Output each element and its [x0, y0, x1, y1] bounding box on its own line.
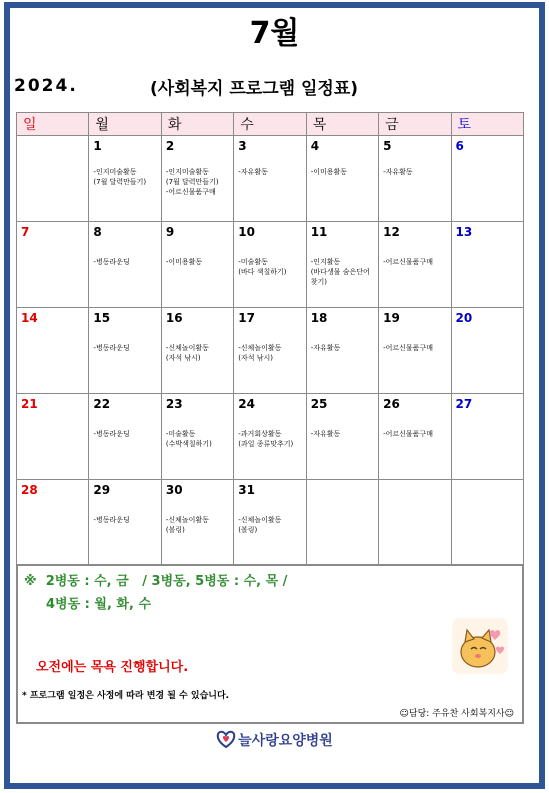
calendar-day-cell [89, 394, 161, 480]
day-number: 14 [21, 311, 38, 325]
day-activity: -신체놀이활동 (자석 낚시) [238, 344, 282, 362]
day-activity: -인지미술활동 (7월 달력만들기) [93, 168, 147, 186]
morning-bath-notice: 오전에는 목욕 진행합니다. [36, 660, 189, 675]
day-number: 18 [310, 311, 328, 325]
day-number: 1 [93, 139, 102, 153]
hospital-name: 늘사랑요양병원 [238, 733, 333, 749]
day-activity: -미술활동 (수박색칠하기) [165, 430, 212, 448]
calendar-day-cell [17, 308, 89, 394]
day-number: 31 [238, 483, 255, 497]
day-activity: -인지미술활동 (7월 달력만들기) -어르신물품구매 [165, 168, 219, 196]
calendar-day-cell [161, 480, 233, 566]
weekday-header-row [17, 113, 524, 136]
ward-schedule-line1: ※ 2병동 : 수, 금 / 3병동, 5병동 : 수, 목 / [24, 574, 288, 589]
day-activity: -신체놀이활동 (볼링) [165, 516, 209, 534]
calendar-day-cell [379, 222, 451, 308]
day-number: 19 [383, 311, 400, 325]
weekday-sunday: 일 [17, 113, 89, 136]
calendar-week-row [17, 308, 524, 394]
day-activity: -병동라운딩 [93, 516, 130, 524]
weekday-wednesday: 수 [234, 113, 306, 136]
day-number: 17 [238, 311, 255, 325]
day-number: 13 [455, 225, 473, 239]
day-number: 21 [21, 397, 38, 411]
day-number: 7 [21, 225, 30, 239]
calendar-day-cell [451, 222, 523, 308]
day-number: 20 [455, 311, 473, 325]
day-number: 5 [383, 139, 392, 153]
day-number: 8 [93, 225, 102, 239]
day-number: 9 [165, 225, 175, 239]
weekday-tuesday: 화 [161, 113, 233, 136]
day-number: 6 [455, 139, 464, 153]
day-number: 16 [165, 311, 183, 325]
cat-sticker-image [452, 618, 508, 674]
calendar-day-cell [17, 222, 89, 308]
calendar-day-cell [451, 394, 523, 480]
calendar-day-cell [451, 480, 523, 566]
schedule-change-disclaimer: * 프로그램 일정은 사정에 따라 변경 될 수 있습니다. [22, 691, 230, 701]
heart-logo-icon [216, 730, 236, 752]
calendar-week-row [17, 136, 524, 222]
calendar-body [17, 136, 524, 566]
weekday-saturday: 토 [451, 113, 523, 136]
day-activity: -이미용활동 [310, 168, 348, 176]
day-number: 2 [165, 139, 175, 153]
day-number: 15 [93, 311, 111, 325]
calendar-day-cell [17, 480, 89, 566]
day-activity: -병동라운딩 [93, 344, 130, 352]
day-number: 22 [93, 397, 111, 411]
day-number: 23 [165, 397, 183, 411]
ward-schedule-line2: 4병동 : 월, 화, 수 [46, 597, 152, 612]
day-activity: -자유활동 [238, 168, 268, 176]
notes-box [16, 564, 524, 724]
day-activity: -과거회상활동 (과일 종류맞추기) [238, 430, 294, 448]
calendar-week-row [17, 222, 524, 308]
day-number: 11 [310, 225, 328, 239]
day-activity: -자유활동 [383, 168, 413, 176]
day-activity: -인지활동 (바다생물 숨은단어찾기) [310, 258, 370, 286]
day-activity: -어르신물품구매 [383, 344, 433, 352]
calendar-day-cell [306, 480, 378, 566]
day-number: 4 [310, 139, 320, 153]
weekday-friday: 금 [379, 113, 451, 136]
calendar-day-cell [451, 136, 523, 222]
day-activity: -이미용활동 [165, 258, 203, 266]
day-number: 12 [383, 225, 400, 239]
calendar-day-cell [379, 394, 451, 480]
calendar-day-cell [161, 222, 233, 308]
calendar-day-cell [89, 480, 161, 566]
calendar-day-cell [161, 136, 233, 222]
calendar-day-cell [306, 394, 378, 480]
calendar-day-cell [451, 308, 523, 394]
day-activity: -어르신물품구매 [383, 430, 433, 438]
contact-person: ☺담당: 주유찬 사회복지사☺ [399, 709, 514, 719]
calendar-day-cell [379, 308, 451, 394]
calendar-day-cell [89, 308, 161, 394]
hospital-logo [0, 730, 549, 752]
calendar-day-cell [234, 308, 306, 394]
schedule-subtitle: (사회복지 프로그램 일정표) [150, 79, 359, 99]
day-number: 25 [310, 397, 328, 411]
calendar-day-cell [17, 136, 89, 222]
month-title: 7월 [249, 16, 300, 51]
calendar-day-cell [89, 136, 161, 222]
day-activity: -자유활동 [310, 344, 341, 352]
calendar-day-cell [161, 394, 233, 480]
day-activity: -신체놀이활동 (자석 낚시) [165, 344, 209, 362]
day-number: 24 [238, 397, 255, 411]
calendar-day-cell [89, 222, 161, 308]
calendar-day-cell [379, 480, 451, 566]
weekday-thursday: 목 [306, 113, 378, 136]
calendar-day-cell [17, 394, 89, 480]
calendar-week-row [17, 480, 524, 566]
day-number: 30 [165, 483, 183, 497]
day-activity: -자유활동 [310, 430, 341, 438]
calendar-day-cell [161, 308, 233, 394]
day-activity: -어르신물품구매 [383, 258, 433, 266]
day-number: 3 [238, 139, 247, 153]
calendar-table [16, 112, 524, 566]
day-number: 10 [238, 225, 255, 239]
calendar-day-cell [306, 222, 378, 308]
calendar-day-cell [306, 308, 378, 394]
calendar-day-cell [234, 480, 306, 566]
day-activity: -병동라운딩 [93, 430, 130, 438]
calendar-day-cell [379, 136, 451, 222]
day-number: 28 [21, 483, 38, 497]
day-activity: -병동라운딩 [93, 258, 130, 266]
calendar-day-cell [306, 136, 378, 222]
calendar-week-row [17, 394, 524, 480]
weekday-monday: 월 [89, 113, 161, 136]
day-number: 26 [383, 397, 400, 411]
calendar-day-cell [234, 136, 306, 222]
calendar-day-cell [234, 222, 306, 308]
day-number: 27 [455, 397, 473, 411]
day-activity: -미술활동 (바다 색칠하기) [238, 258, 287, 276]
year-label: 2024. [14, 76, 78, 96]
calendar-day-cell [234, 394, 306, 480]
day-activity: -신체놀이활동 (볼링) [238, 516, 282, 534]
day-number: 29 [93, 483, 111, 497]
